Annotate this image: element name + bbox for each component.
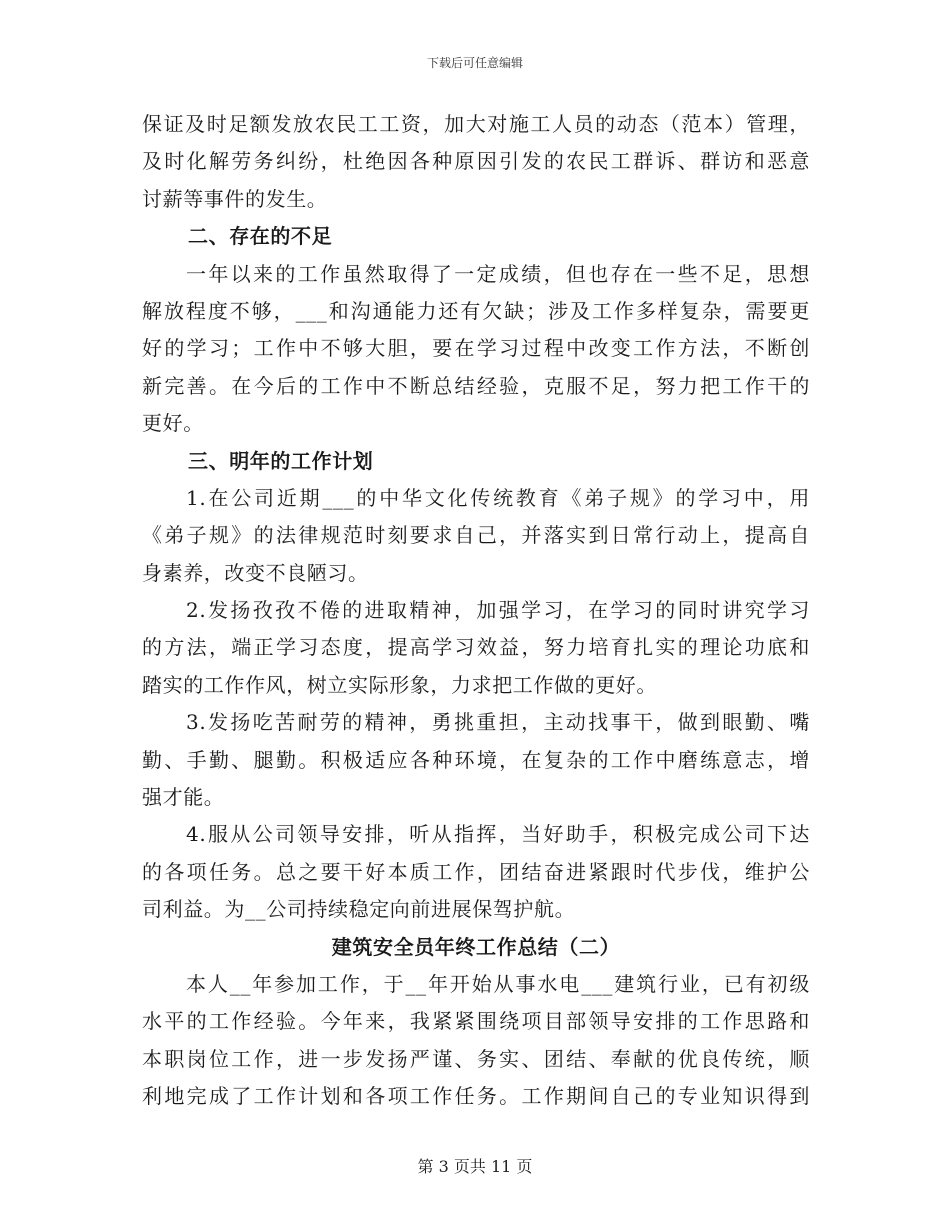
paragraph-line: 的各项任务。总之要干好本质工作，团结奋进紧跟时代步伐，维护公 xyxy=(142,859,810,884)
paragraph-line: 4.服从公司领导安排，听从指挥，当好助手，积极完成公司下达 xyxy=(186,822,810,847)
paragraph-line: 勤、手勤、腿勤。积极适应各种环境，在复杂的工作中磨练意志，增 xyxy=(142,747,810,772)
paragraph-line: 新完善。在今后的工作中不断总结经验，克服不足，努力把工作干的 xyxy=(142,373,810,398)
paragraph-line: 《弟子规》的法律规范时刻要求自己，并落实到日常行动上，提高自 xyxy=(142,523,810,548)
paragraph-line: 司利益。为__公司持续稳定向前进展保驾护航。 xyxy=(142,897,576,922)
paragraph-line: 2.发扬孜孜不倦的进取精神，加强学习，在学习的同时讲究学习 xyxy=(186,598,810,623)
section-heading: 三、明年的工作计划 xyxy=(188,448,374,473)
paragraph-line: 强才能。 xyxy=(142,785,225,810)
paragraph-line: 一年以来的工作虽然取得了一定成绩，但也存在一些不足，思想 xyxy=(186,261,810,286)
paragraph-line: 及时化解劳务纠纷，杜绝因各种原因引发的农民工群诉、群访和恶意 xyxy=(142,149,810,174)
paragraph-line: 身素养，改变不良陋习。 xyxy=(142,560,369,585)
paragraph-line: 更好。 xyxy=(142,411,204,436)
paragraph-line: 讨薪等事件的发生。 xyxy=(142,186,328,211)
document-body xyxy=(142,106,810,1116)
paragraph-line: 水平的工作经验。今年来，我紧紧围绕项目部领导安排的工作思路和 xyxy=(142,1009,810,1034)
document-title: 建筑安全员年终工作总结（二） xyxy=(331,934,621,959)
paragraph-line: 好的学习；工作中不够大胆，要在学习过程中改变工作方法，不断创 xyxy=(142,336,810,361)
page-footer: 第 3 页共 11 页 xyxy=(417,1157,533,1176)
paragraph-line: 本人__年参加工作，于__年开始从事水电___建筑行业，已有初级 xyxy=(186,971,810,996)
paragraph-line: 3.发扬吃苦耐劳的精神，勇挑重担，主动找事干，做到眼勤、嘴 xyxy=(186,710,810,735)
paragraph-line: 解放程度不够，___和沟通能力还有欠缺；涉及工作多样复杂，需要更 xyxy=(142,298,810,323)
paragraph-line: 的方法，端正学习态度，提高学习效益，努力培育扎实的理论功底和 xyxy=(142,635,810,660)
paragraph-line: 踏实的工作作风，树立实际形象，力求把工作做的更好。 xyxy=(142,672,657,697)
section-heading: 二、存在的不足 xyxy=(188,224,333,249)
paragraph-line: 1.在公司近期___的中华文化传统教育《弟子规》的学习中，用 xyxy=(186,485,810,510)
page-header: 下载后可任意编辑 xyxy=(426,56,523,70)
paragraph-line: 本职岗位工作，进一步发扬严谨、务实、团结、奉献的优良传统，顺 xyxy=(142,1046,810,1071)
paragraph-line: 保证及时足额发放农民工工资，加大对施工人员的动态（范本）管理， xyxy=(142,112,810,136)
paragraph-line: 利地完成了工作计划和各项工作任务。工作期间自己的专业知识得到 xyxy=(142,1084,810,1109)
